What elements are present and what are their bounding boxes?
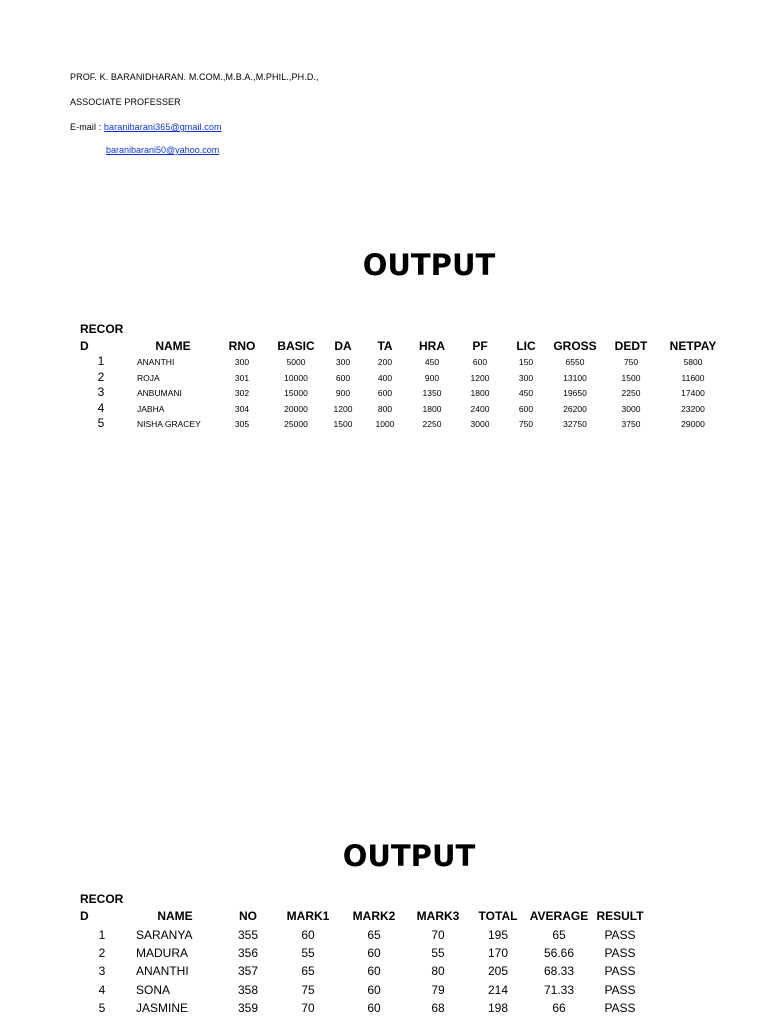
table-cell: 68 <box>431 1000 445 1015</box>
table-cell: 750 <box>518 419 534 429</box>
table-cell: 1800 <box>422 403 442 414</box>
column-header-netpay: NETPAY <box>669 339 717 353</box>
table-cell: PASS <box>604 982 636 997</box>
email-link-yahoo[interactable]: baranibarani50@yahoo.com <box>106 145 220 155</box>
table-cell: 300 <box>234 357 250 367</box>
table-cell: 301 <box>234 372 250 383</box>
table-cell: 65 <box>552 928 566 942</box>
table-cell: 450 <box>424 357 440 367</box>
author-line: PROF. K. BARANIDHARAN. M.COM.,M.B.A.,M.PHIL.,PH.D., <box>70 72 319 82</box>
table-cell: 1000 <box>375 419 395 429</box>
table-cell: 2 <box>98 946 106 961</box>
table-cell: 5800 <box>683 357 703 367</box>
table-cell: 357 <box>237 964 259 979</box>
column-header-hra: HRA <box>419 339 445 353</box>
table-cell: 1500 <box>333 419 353 429</box>
table-cell: PASS <box>604 1000 636 1015</box>
table-cell: 600 <box>472 357 488 367</box>
column-header-dedt: DEDT <box>614 339 648 353</box>
table-cell: 750 <box>623 357 639 367</box>
table-cell: 5 <box>97 416 105 430</box>
table-cell: NISHA GRACEY <box>137 419 201 429</box>
table-cell: 3 <box>98 964 106 979</box>
table-cell: 4 <box>98 982 106 997</box>
table-cell: 15000 <box>284 388 308 398</box>
email-line <box>70 122 222 132</box>
email-prefix: E-mail : <box>70 122 104 132</box>
table-cell: 2250 <box>422 419 442 429</box>
table-cell: 20000 <box>284 403 308 414</box>
column-header-mark3: MARK3 <box>416 909 460 923</box>
table-cell: 13100 <box>563 372 587 383</box>
output-title-1: OUTPUT <box>362 248 496 282</box>
table-cell: 1200 <box>333 403 353 414</box>
table-cell: 75 <box>301 982 315 997</box>
table-cell: 79 <box>431 982 445 997</box>
table-cell: 300 <box>335 357 351 367</box>
table-cell: 3 <box>97 385 105 399</box>
table-cell: 300 <box>518 372 534 383</box>
table-cell: 23200 <box>681 403 705 414</box>
table-cell: PASS <box>604 964 636 979</box>
table-cell: 60 <box>301 928 315 942</box>
column-header-rno: RNO <box>228 339 256 353</box>
table-cell: 195 <box>487 928 509 942</box>
table-cell: 198 <box>487 1000 509 1015</box>
table-cell: 1800 <box>470 388 490 398</box>
email-link-gmail[interactable]: baranibarani365@gmail.com <box>103 122 222 132</box>
table-cell: 60 <box>367 982 381 997</box>
table-cell: 900 <box>424 372 440 383</box>
table-cell: 29000 <box>681 419 705 429</box>
table-cell: PASS <box>604 946 636 961</box>
table-cell: 1 <box>98 928 106 942</box>
table-cell: 1200 <box>470 372 490 383</box>
table-cell: 1350 <box>422 388 442 398</box>
column-header-da: DA <box>334 339 352 353</box>
table-cell: SONA <box>136 982 171 997</box>
column-header-mark2: MARK2 <box>352 909 396 923</box>
column-header-record-1: RECOR <box>80 322 124 336</box>
table-cell: 60 <box>367 964 381 979</box>
table-cell: 2 <box>97 369 105 384</box>
column-header-average: AVERAGE <box>529 909 589 923</box>
table-cell: 55 <box>431 946 445 961</box>
table-cell: 55 <box>301 946 315 961</box>
column-header-record-2: D <box>80 909 89 923</box>
table-cell: 1500 <box>621 372 641 383</box>
table-cell: JABHA <box>137 403 165 414</box>
table-cell: 66 <box>552 1000 566 1015</box>
table-cell: 4 <box>97 400 105 415</box>
table-cell: 304 <box>234 403 250 414</box>
table-cell: 600 <box>518 403 534 414</box>
table-cell: 60 <box>367 1000 381 1015</box>
table-cell: 70 <box>431 928 445 942</box>
table-cell: 80 <box>431 964 445 979</box>
column-header-result: RESULT <box>596 909 644 923</box>
column-header-record-1: RECOR <box>80 892 124 906</box>
table-cell: 68.33 <box>543 964 575 979</box>
table-cell: 214 <box>487 982 509 997</box>
table-cell: 60 <box>367 946 381 961</box>
table-cell: 170 <box>487 946 509 961</box>
table-cell: MADURA <box>136 946 189 961</box>
table-cell: 3000 <box>470 419 490 429</box>
table-cell: ANANTHI <box>136 964 189 979</box>
table-cell: 26200 <box>563 403 587 414</box>
table-cell: ROJA <box>137 372 160 383</box>
column-header-gross: GROSS <box>553 339 597 353</box>
table-cell: 56.66 <box>543 946 575 961</box>
column-header-no: NO <box>239 909 257 923</box>
table-cell: 400 <box>377 372 393 383</box>
table-cell: 1 <box>97 354 105 368</box>
column-header-pf: PF <box>472 339 488 353</box>
table-cell: 25000 <box>284 419 308 429</box>
table-cell: 355 <box>237 928 259 942</box>
column-header-lic: LIC <box>516 339 536 353</box>
table-cell: JASMINE <box>136 1000 189 1015</box>
table-cell: ANBUMANI <box>137 388 182 398</box>
table-cell: 17400 <box>681 388 705 398</box>
table-cell: 2400 <box>470 403 490 414</box>
table-cell: 600 <box>377 388 393 398</box>
table-cell: ANANTHI <box>137 357 175 367</box>
table-cell: 5000 <box>286 357 306 367</box>
table-cell: SARANYA <box>136 928 193 942</box>
column-header-total: TOTAL <box>478 909 518 923</box>
table-cell: 800 <box>377 403 393 414</box>
table-cell: 200 <box>377 357 393 367</box>
output-title-2: OUTPUT <box>342 839 476 873</box>
table-cell: 900 <box>335 388 351 398</box>
table-cell: 65 <box>367 928 381 942</box>
table-cell: 302 <box>234 388 250 398</box>
column-header-mark1: MARK1 <box>286 909 330 923</box>
table-cell: 150 <box>518 357 534 367</box>
email-line-2 <box>70 145 219 155</box>
role-line: ASSOCIATE PROFESSER <box>70 97 181 107</box>
table-cell: 65 <box>301 964 315 979</box>
table-cell: 32750 <box>563 419 587 429</box>
table-cell: 10000 <box>284 372 308 383</box>
table-cell: 70 <box>301 1000 315 1015</box>
table-cell: 205 <box>487 964 509 979</box>
table-cell: 6550 <box>565 357 585 367</box>
table-cell: 3750 <box>621 419 641 429</box>
table-cell: 11600 <box>681 372 705 383</box>
column-header-name: NAME <box>155 339 191 353</box>
table-cell: 600 <box>335 372 351 383</box>
table-cell: 450 <box>518 388 534 398</box>
table-cell: 305 <box>234 419 250 429</box>
column-header-record-2: D <box>80 339 89 353</box>
column-header-name: NAME <box>157 909 193 923</box>
table-cell: 71.33 <box>543 982 575 997</box>
table-cell: 3000 <box>621 403 641 414</box>
column-header-basic: BASIC <box>277 339 315 353</box>
table-cell: 356 <box>237 946 259 961</box>
table-cell: PASS <box>604 928 636 942</box>
table-cell: 358 <box>237 982 259 997</box>
table-cell: 19650 <box>563 388 587 398</box>
table-cell: 359 <box>237 1000 259 1015</box>
table-cell: 5 <box>98 1000 106 1015</box>
table-cell: 2250 <box>621 388 641 398</box>
column-header-ta: TA <box>377 339 393 353</box>
